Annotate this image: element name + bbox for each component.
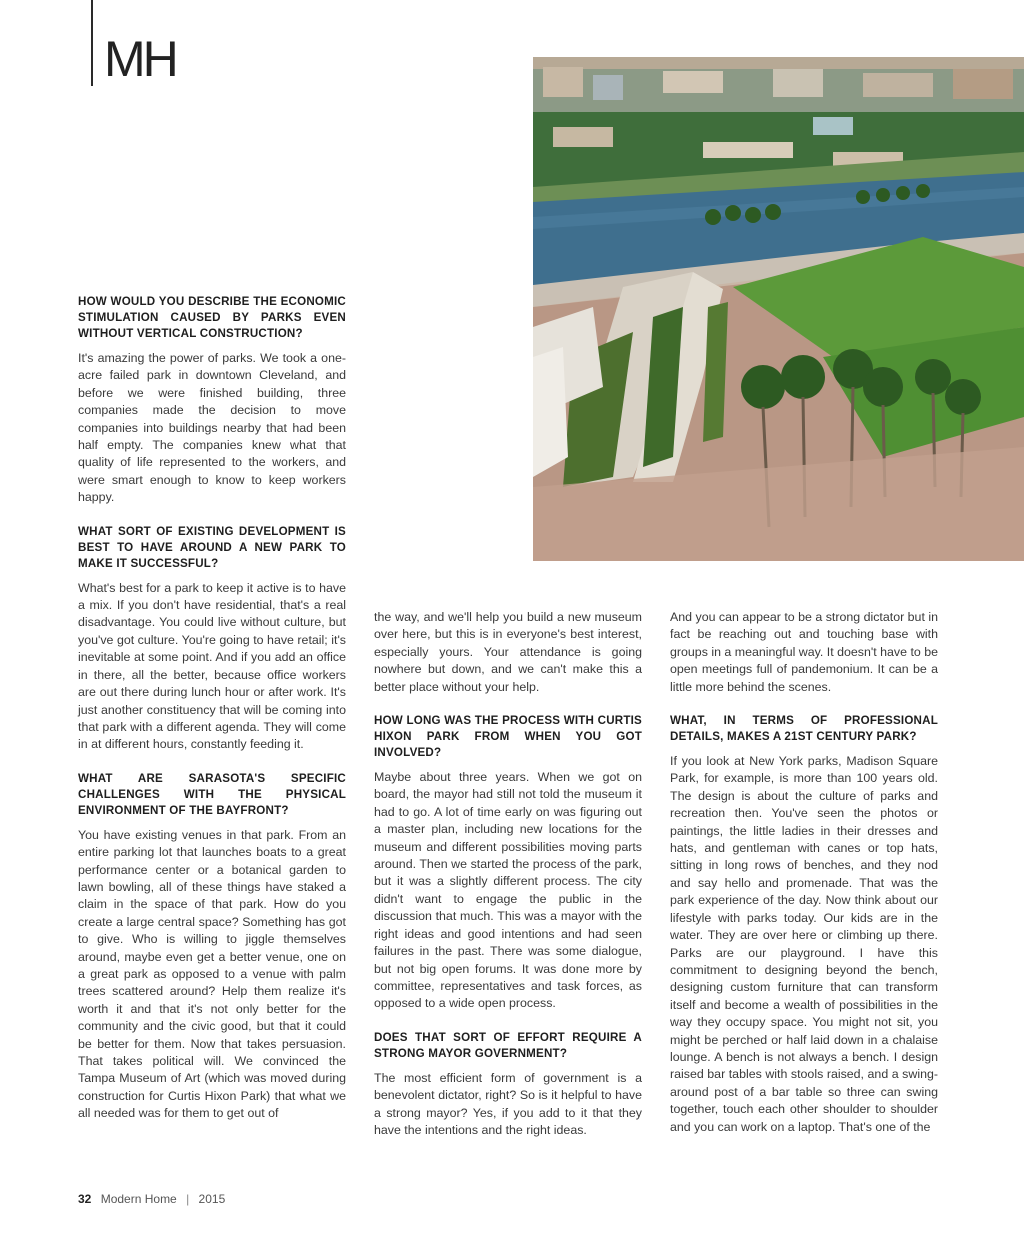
issue-year: 2015 bbox=[198, 1192, 226, 1206]
page-footer bbox=[78, 1192, 225, 1206]
question-heading: WHAT SORT OF EXISTING DEVELOPMENT IS BEST TO HAVE AROUND A NEW PARK TO MAKE IT SUCCESSFUL? bbox=[78, 524, 346, 570]
answer-paragraph: The most efficient form of government is a benevolent dictator, right? So is it helpful to have a strong mayor? Yes, if you add to it that they have the intentions and the right ideas. bbox=[374, 1070, 642, 1137]
answer-paragraph: You have existing venues in that park. From an entire parking lot that launches boats to a great performance center or a botanical garden to lawn bowling, all of these things have staked a claim in the space of that park. How do you create a large central space? Something has got to give. Who is willing to jiggle themselves around, maybe even get a better venue, one on a great park as opposed to a venue with palm trees scattered around? Help them realize it's worth it and that it's not only better for the community and the civic good, but that it could be better for them. Now that takes persuasion. That takes political will. We convinced the Tampa Museum of Art (which was moved during construction for Curtis Hixon Park) that what we all needed was for them to get out of bbox=[78, 827, 346, 1121]
column-1 bbox=[78, 294, 346, 1140]
answer-paragraph: If you look at New York parks, Madison Square Park, for example, is more than 100 years old. The design is about the culture of parks and recreation then. You've seen the photos or paintings, the little ladies in their dresses and hats, and gentleman with canes or top hats, sitting in long rows of benches, and they nod and say hello and promenade. That was the park experience of the day. Now think about our lifestyle with parks today. Our kids are in the water. They are over here or climbing up there. Parks are our playground. I have this commitment to designing beyond the bench, designing custom furniture that can transform itself and become a wealth of possibilities in the way they occupy space. You might not sit, you might be perched or half laid down in a chalaise lounge. A bench is not always a bench. I design raised bar tables with stools raised, and a swing-around post of a bar table so three can swing together, touch each other shoulder to shoulder and you can work on a laptop. That's one of the bbox=[670, 754, 938, 1134]
question-heading: WHAT ARE SARASOTA'S SPECIFIC CHALLENGES WITH THE PHYSICAL ENVIRONMENT OF THE BAYFRONT? bbox=[78, 771, 346, 817]
logo-rule bbox=[91, 0, 93, 86]
question-heading: HOW LONG WAS THE PROCESS WITH CURTIS HIXON PARK FROM WHEN YOU GOT INVOLVED? bbox=[374, 714, 642, 760]
magazine-name: Modern Home bbox=[100, 1192, 177, 1206]
column-2 bbox=[374, 609, 642, 1156]
column-3 bbox=[670, 609, 938, 1153]
answer-paragraph: Maybe about three years. When we got on board, the mayor had still not told the museum it had to go. A lot of time early on was figuring out a master plan, including new locations for the museum and different possibilities moving parts around. Then we started the process of the park, but it was a slightly different process. The city didn't want to engage the public in the discussion that much. This was a mayor with the right ideas and good intentions and had seen failures in the past. There was some dialogue, but not big open forums. It was done more by committee, representatives and task forces, as opposed to a wide open process. bbox=[374, 770, 642, 1011]
answer-paragraph: What's best for a park to keep it active is to have a mix. If you don't have residential, that's a real disadvantage. You could live without culture, but you've got culture. You're going to have retail; it's inevitable at some point. And if you add an office in there, all the better, because office workers are out there during lunch hour or after work. It's just another constituency that will be coming into that park with a different agenda. They will come in at different hours, constantly feeding it. bbox=[78, 580, 346, 752]
magazine-logo: MH bbox=[104, 31, 176, 87]
question-heading: DOES THAT SORT OF EFFORT REQUIRE A STRONG MAYOR GOVERNMENT? bbox=[374, 1030, 642, 1060]
question-heading: WHAT, IN TERMS OF PROFESSIONAL DETAILS, MAKES A 21ST CENTURY PARK? bbox=[670, 714, 938, 744]
answer-paragraph: the way, and we'll help you build a new museum over here, but this is in everyone's best interest, especially yours. Your attendance is going nowhere but down, and we can't make this a better place without your help. bbox=[374, 610, 642, 694]
footer-separator: | bbox=[186, 1192, 190, 1206]
page-number: 32 bbox=[78, 1192, 92, 1206]
park-aerial-photo bbox=[533, 57, 1024, 561]
question-heading: HOW WOULD YOU DESCRIBE THE ECONOMIC STIMULATION CAUSED BY PARKS EVEN WITHOUT VERTICAL CONSTRUCTION? bbox=[78, 295, 346, 340]
answer-paragraph: And you can appear to be a strong dictator but in fact be reaching out and touching base with groups in a meaningful way. It doesn't have to be open meetings full of pandemonium. It can be a little more behind the scenes. bbox=[670, 610, 939, 694]
answer-paragraph: It's amazing the power of parks. We took a one-acre failed park in downtown Cleveland, and before we were finished building, three companies made the decision to move companies into buildings nearby that had been half empty. The companies knew what that quality of life represented to the workers, and were smart enough to know to keep workers happy. bbox=[78, 351, 346, 505]
